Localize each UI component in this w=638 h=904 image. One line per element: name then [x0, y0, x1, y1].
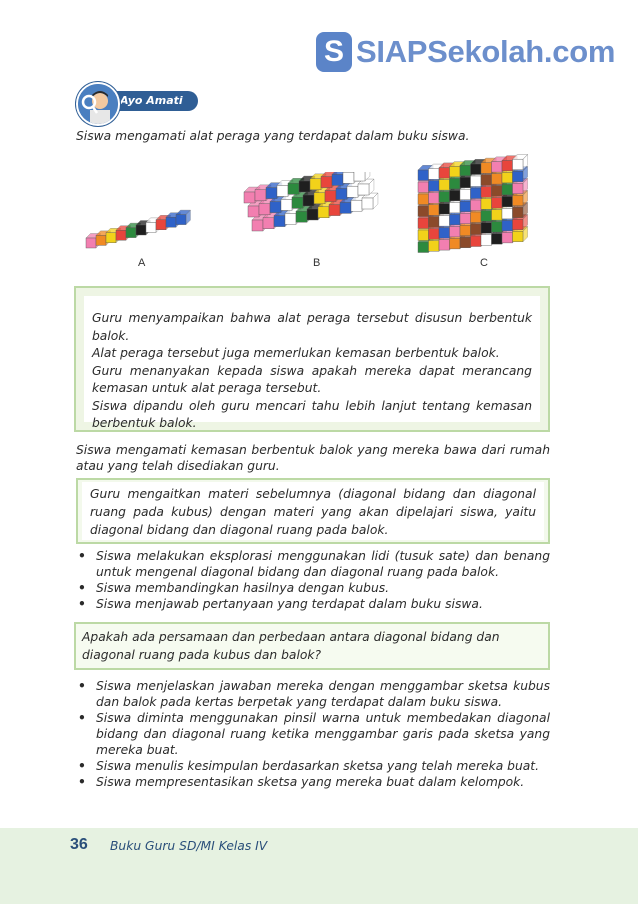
site-logo: [316, 30, 615, 74]
intro-text: Siswa mengamati alat peraga yang terdapat dalam buku siswa.: [76, 129, 470, 143]
ayo-amati-badge: [76, 82, 200, 116]
student-magnifier-icon: [76, 82, 120, 126]
figure-label-b: B: [313, 257, 321, 269]
activity-list-2: [76, 678, 550, 790]
cube: [362, 193, 378, 209]
teacher-note-box-2: [76, 478, 550, 544]
page-footer: [0, 828, 638, 904]
figure-a-cube-stick: [84, 200, 204, 250]
paragraph-observe-packaging: Siswa mengamati kemasan berbentuk balok yang mereka bawa dari rumah atau yang telah disediakan guru.: [76, 443, 550, 473]
list-item: • Siswa menjelaskan jawaban mereka dengan menggambar sketsa kubus dan balok pada kertas berpetak yang terdapat dalam buku siswa.: [76, 678, 550, 710]
box1-line-4: Siswa dipandu oleh guru mencari tahu lebih lanjut tentang kemasan berbentuk balok.: [92, 398, 532, 430]
list-item: • Siswa menjawab pertanyaan yang terdapat dalam buku siswa.: [76, 596, 550, 612]
figure-c-cube-stack: [412, 150, 548, 260]
teacher-note-box-1: [74, 286, 550, 432]
figure-b-cube-block: [240, 172, 390, 247]
question-text: Apakah ada persamaan dan perbedaan antara diagonal bidang dan diagonal ruang pada kubus dan balok?: [82, 630, 500, 662]
figure-label-c: C: [480, 257, 488, 269]
box2-text: Guru mengaitkan materi sebelumnya (diagonal bidang dan diagonal ruang pada kubus) dengan materi yang akan dipelajari siswa, yaitu diagonal bidang dan diagonal ruang pada balok.: [90, 487, 536, 537]
list-item: • Siswa mempresentasikan sketsa yang mereka buat dalam kelompok.: [76, 774, 550, 790]
cube: [358, 179, 374, 195]
box1-line-2: Alat peraga tersebut juga memerlukan kemasan berbentuk balok.: [92, 346, 500, 360]
cube: [513, 154, 528, 169]
list-item: • Siswa diminta menggunakan pinsil warna untuk membedakan diagonal bidang dan diagonal ruang ketika menggambar garis pada sketsa yang mereka buat.: [76, 710, 550, 758]
question-box: [74, 622, 550, 670]
cube: [176, 210, 191, 225]
badge-label: Ayo Amati: [120, 94, 183, 107]
book-title: Buku Guru SD/MI Kelas IV: [110, 839, 268, 853]
activity-list-1: [76, 548, 550, 612]
figure-label-a: A: [138, 257, 146, 269]
logo-mark: S: [316, 32, 352, 72]
logo-text: SIAPSekolah.com: [356, 34, 616, 69]
list-item: • Siswa menulis kesimpulan berdasarkan sketsa yang telah mereka buat.: [76, 758, 550, 774]
list-item: • Siswa membandingkan hasilnya dengan kubus.: [76, 580, 550, 596]
page-number: 36: [70, 836, 88, 853]
box1-line-3: Guru menanyakan kepada siswa apakah mereka dapat merancang kemasan untuk alat peraga tersebut.: [92, 363, 532, 395]
box1-line-1: Guru menyampaikan bahwa alat peraga tersebut disusun berbentuk balok.: [92, 311, 532, 343]
list-item: • Siswa melakukan eksplorasi menggunakan lidi (tusuk sate) dan benang untuk mengenal diagonal bidang dan diagonal ruang pada balok.: [76, 548, 550, 580]
